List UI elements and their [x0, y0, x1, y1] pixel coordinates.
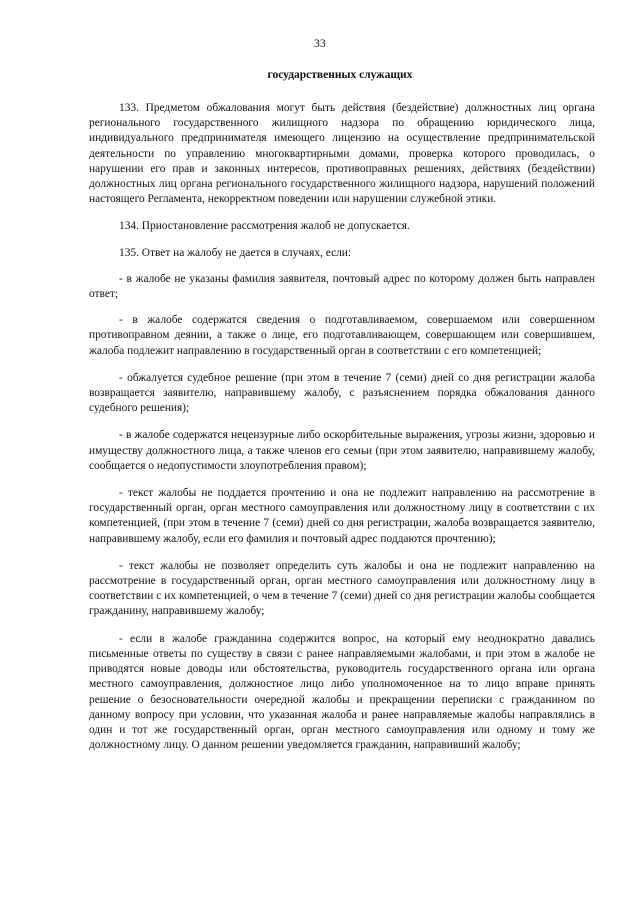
paragraph-135: 135. Ответ на жалобу не дается в случаях, если: [119, 246, 352, 259]
section-heading: государственных служащих [267, 69, 413, 81]
list-item-offensive-language: - в жалобе содержатся нецензурные либо оскорбительные выражения, угрозы жизни, здоровью и имуществу должностного лица, а также членов его семьи (при этом заявителю, направившему жалобу, сообщается о недопустимости злоупотребления правом); [89, 429, 595, 472]
list-item-unreadable-text: - текст жалобы не поддается прочтению и она не подлежит направлению на рассмотрение в государственный орган, орган местного самоуправления или должностному лицу в соответствии с их компетенцией, (при этом в течение 7 (семи) дней со дня регистрации, жалоба возвращается заявителю, направившему жалобу, если его фамилия и почтовый адрес поддаются прочтению); [89, 487, 595, 545]
list-item-repeated-question: - если в жалобе гражданина содержится вопрос, на который ему неоднократно давались письменные ответы по существу в связи с ранее направляемыми жалобами, и при этом в жалобе не приводятся новые доводы или обстоятельства, руководитель государственного органа или органа местного самоуправления, должностное лицо либо уполномоченное на то лицо вправе принять решение о безосновательности очередной жалобы и прекращении переписки с гражданином по данному вопросу при условии, что указанная жалоба и ранее направляемые жалобы направлялись в один и тот же государственный орган, орган местного самоуправления или одному и тому же должностному лицу. О данном решении уведомляется гражданин, направивший жалобу; [89, 632, 595, 752]
paragraph-134: 134. Приостановление рассмотрения жалоб не допускается. [119, 220, 410, 233]
paragraph-133: 133. Предметом обжалования могут быть действия (бездействие) должностных лиц органа регионального государственного жилищного надзора по обращению юридического лица, индивидуального предпринимателя имеющего лицензию на осуществление предпринимательской деятельности по управлению многоквартирными домами, проверка которого проводилась, о нарушении его прав и законных интересов, противоправных решениях, действиях (бездействии) должностных лиц органа регионального государственного жилищного надзора, нарушений положений настоящего Регламента, некорректном поведении или нарушении служебной этики. [89, 102, 595, 206]
list-item-court-decision: - обжалуется судебное решение (при этом в течение 7 (семи) дней со дня регистрации жалоба возвращается заявителю, направившему жалобу, с разъяснением порядка обжалования данного судебного решения); [89, 371, 595, 415]
document-body [89, 101, 595, 764]
list-item-unlawful-act: - в жалобе содержатся сведения о подготавливаемом, совершаемом или совершенном противоправном деянии, а также о лице, его подготавливающем, совершающем или совершившем, жалоба подлежит направлению в государственный орган в соответствии с его компетенцией; [89, 314, 595, 357]
list-item-no-address: - в жалобе не указаны фамилия заявителя, почтовый адрес по которому должен быть направлен ответ; [89, 272, 595, 301]
page-number: 33 [313, 38, 327, 50]
list-item-undefined-essence: - текст жалобы не позволяет определить суть жалобы и она не подлежит направлению на рассмотрение в государственный орган, орган местного самоуправления или должностному лицу в соответствии с их компетенцией, о чем в течение 7 (семи) дней со дня регистрации жалобы сообщается гражданину, направившему жалобу; [89, 559, 595, 618]
